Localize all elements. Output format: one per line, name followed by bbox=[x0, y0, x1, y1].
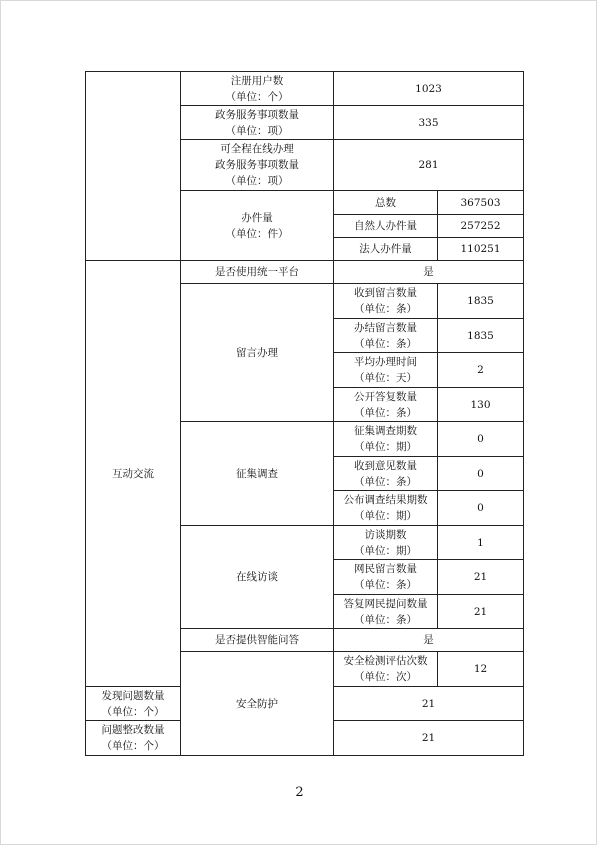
label-text: 收到留言数量 bbox=[354, 287, 417, 299]
unit-text: （单位：个） bbox=[101, 740, 165, 752]
value-cell: 281 bbox=[334, 140, 524, 191]
category-cell-blank bbox=[86, 72, 181, 261]
unit-text: （单位：期） bbox=[354, 544, 417, 557]
value-cell: 0 bbox=[438, 422, 524, 457]
unit-text: （单位：期） bbox=[354, 441, 417, 453]
unit-text: （单位：条） bbox=[354, 579, 417, 591]
category-cell: 安全防护 bbox=[181, 652, 334, 756]
value-cell: 21 bbox=[438, 595, 524, 629]
value-cell: 1 bbox=[438, 526, 524, 560]
row-label bbox=[181, 106, 334, 140]
value-cell: 367503 bbox=[438, 191, 524, 215]
value-cell: 1835 bbox=[438, 284, 524, 319]
label-text: 注册用户数 bbox=[230, 74, 284, 87]
label-text: 政务服务事项数量 bbox=[215, 159, 299, 171]
sub-label bbox=[334, 526, 438, 560]
sub-label: 总数 bbox=[334, 191, 438, 215]
label-text: 办件量 bbox=[241, 211, 273, 224]
sub-label bbox=[334, 422, 438, 457]
value-cell: 0 bbox=[438, 457, 524, 491]
unit-text: （单位：条） bbox=[354, 303, 417, 315]
value-cell: 110251 bbox=[438, 238, 524, 261]
unit-text: （单位：次） bbox=[354, 671, 417, 683]
row-label bbox=[334, 652, 438, 687]
value-cell: 12 bbox=[438, 652, 524, 687]
row-label: 是否使用统一平台 bbox=[181, 261, 334, 284]
unit-text: （单位：个） bbox=[225, 90, 289, 103]
table-row bbox=[86, 261, 524, 284]
label-text: 征集调查期数 bbox=[354, 425, 417, 437]
row-label bbox=[86, 721, 181, 756]
value-cell: 21 bbox=[334, 687, 524, 721]
row-label bbox=[86, 687, 181, 721]
label-text: 可全程在线办理 bbox=[220, 143, 294, 155]
value-cell: 是 bbox=[334, 629, 524, 652]
label-text: 办结留言数量 bbox=[354, 321, 417, 334]
sub-label bbox=[334, 319, 438, 353]
unit-text: （单位：条） bbox=[354, 613, 417, 626]
table-row bbox=[86, 72, 524, 106]
unit-text: （单位：件） bbox=[225, 227, 289, 240]
label-text: 政务服务事项数量 bbox=[215, 108, 299, 121]
label-text: 访谈期数 bbox=[364, 528, 407, 541]
label-text: 收到意见数量 bbox=[354, 459, 417, 472]
sub-label: 自然人办件量 bbox=[334, 215, 438, 238]
value-cell: 是 bbox=[334, 261, 524, 284]
sub-label bbox=[334, 457, 438, 491]
unit-text: （单位：条） bbox=[354, 475, 417, 488]
label-text: 公布调查结果期数 bbox=[343, 494, 428, 506]
sub-label bbox=[334, 353, 438, 388]
row-label bbox=[181, 191, 334, 261]
value-cell: 21 bbox=[334, 721, 524, 756]
category-cell: 互动交流 bbox=[86, 261, 181, 687]
value-cell: 2 bbox=[438, 353, 524, 388]
label-text: 问题整改数量 bbox=[101, 724, 165, 736]
statistics-table bbox=[85, 71, 524, 756]
unit-text: （单位：条） bbox=[354, 406, 417, 419]
unit-text: （单位：个） bbox=[101, 705, 165, 718]
label-text: 公开答复数量 bbox=[354, 390, 417, 403]
value-cell: 257252 bbox=[438, 215, 524, 238]
sub-label: 法人办件量 bbox=[334, 238, 438, 261]
group-label: 在线访谈 bbox=[181, 526, 334, 629]
label-text: 发现问题数量 bbox=[101, 689, 165, 702]
label-text: 平均办理时间 bbox=[354, 356, 417, 368]
group-label: 征集调查 bbox=[181, 422, 334, 526]
value-cell: 335 bbox=[334, 106, 524, 140]
value-cell: 130 bbox=[438, 388, 524, 422]
unit-text: （单位：项） bbox=[225, 175, 289, 187]
unit-text: （单位：条） bbox=[354, 337, 417, 350]
value-cell: 1835 bbox=[438, 319, 524, 353]
page-number: 2 bbox=[295, 785, 304, 800]
row-label bbox=[181, 140, 334, 191]
sub-label bbox=[334, 388, 438, 422]
sub-label bbox=[334, 595, 438, 629]
value-cell: 1023 bbox=[334, 72, 524, 106]
group-label: 留言办理 bbox=[181, 284, 334, 422]
unit-text: （单位：项） bbox=[225, 124, 289, 137]
row-label: 是否提供智能问答 bbox=[181, 629, 334, 652]
value-cell: 0 bbox=[438, 491, 524, 526]
label-text: 答复网民提问数量 bbox=[343, 597, 428, 610]
label-text: 网民留言数量 bbox=[354, 563, 417, 575]
sub-label bbox=[334, 284, 438, 319]
unit-text: （单位：天） bbox=[354, 372, 417, 384]
sub-label bbox=[334, 491, 438, 526]
sub-label bbox=[334, 560, 438, 595]
value-cell: 21 bbox=[438, 560, 524, 595]
unit-text: （单位：期） bbox=[354, 510, 417, 522]
row-label bbox=[181, 72, 334, 106]
label-text: 安全检测评估次数 bbox=[343, 655, 428, 667]
